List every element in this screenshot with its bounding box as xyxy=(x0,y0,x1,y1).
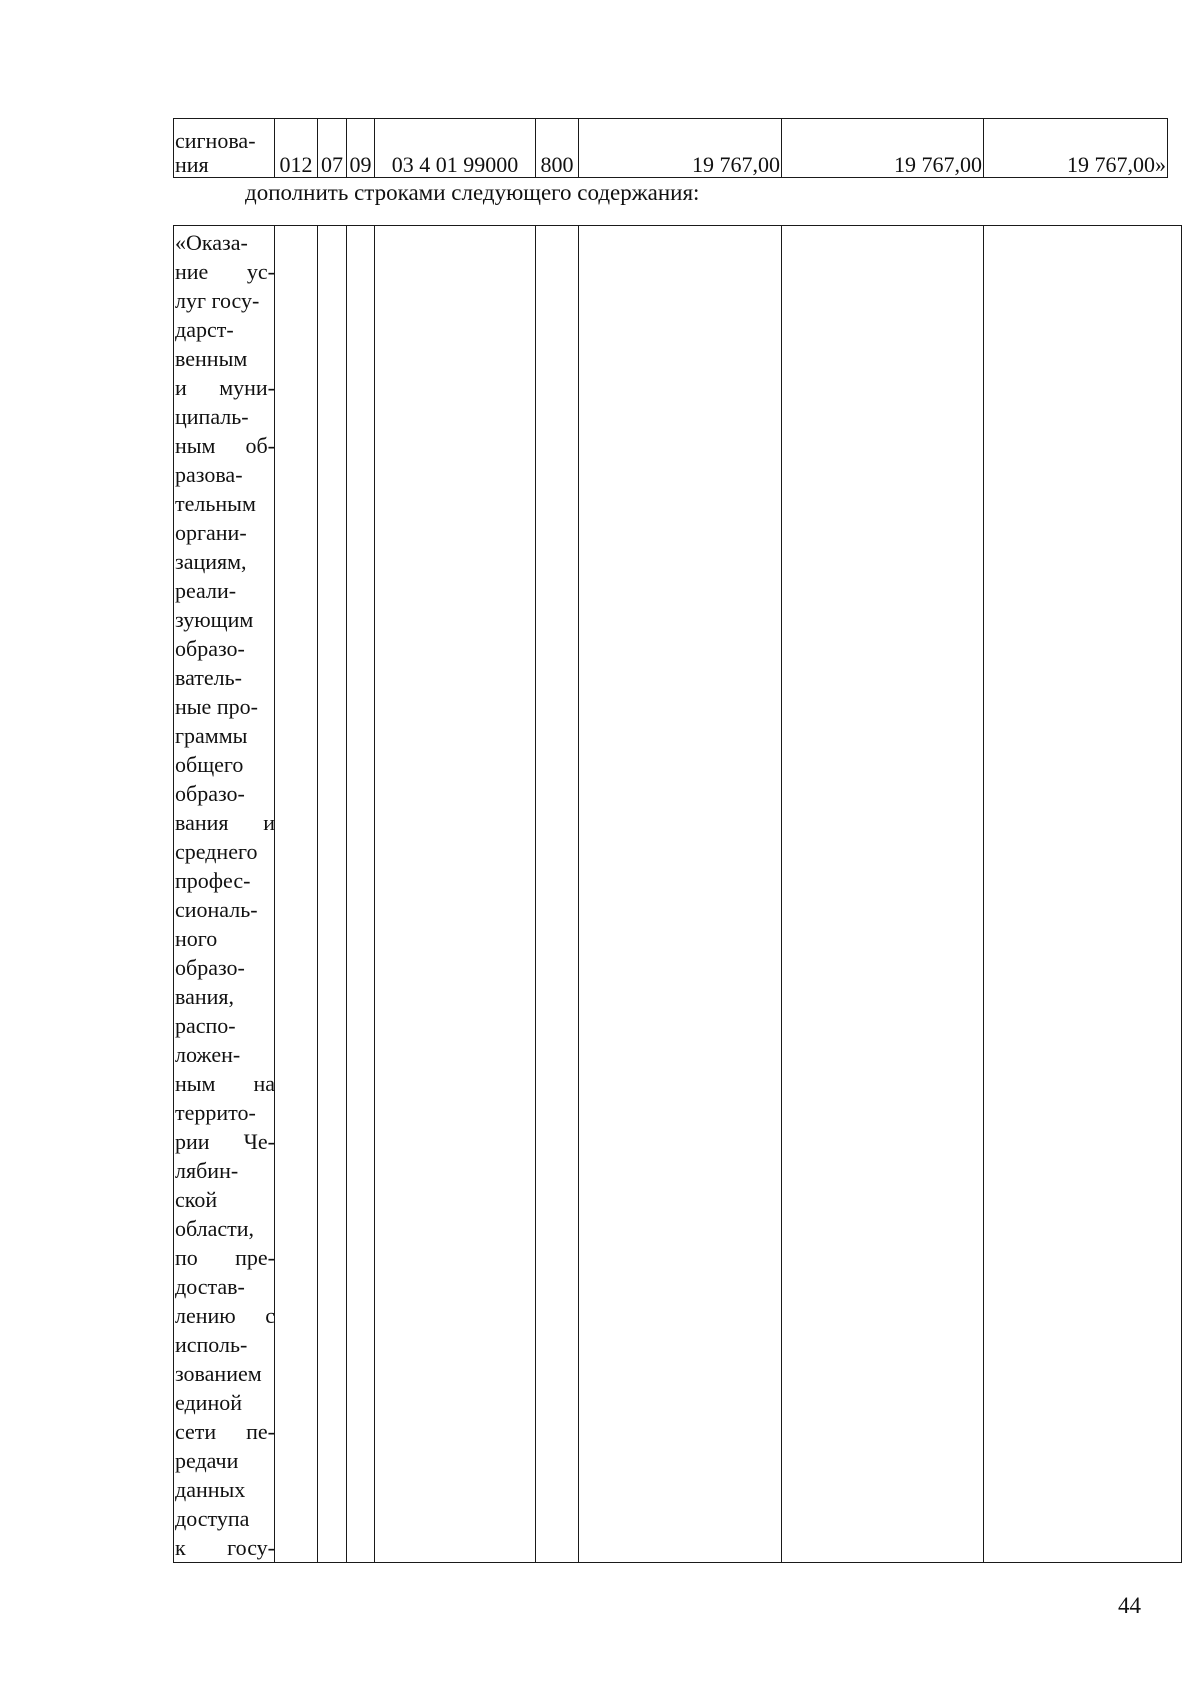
description-word: ного xyxy=(175,926,218,951)
description-word: пе- xyxy=(246,1419,275,1444)
empty-cell xyxy=(347,226,375,1563)
description-line xyxy=(175,576,275,605)
description-line xyxy=(175,518,275,547)
description-word: общего xyxy=(175,752,244,777)
description-line xyxy=(175,460,275,489)
description-word: пре- xyxy=(235,1245,275,1270)
empty-cell xyxy=(536,226,579,1563)
description-word: ципаль- xyxy=(175,404,249,429)
description-word: лению xyxy=(175,1303,236,1328)
description-line xyxy=(175,1446,275,1475)
description-line xyxy=(175,1533,275,1562)
description-line xyxy=(175,1272,275,1301)
description-word: ные про- xyxy=(175,694,258,719)
description-word: луг госу- xyxy=(175,288,260,313)
section-code: 07 xyxy=(318,119,347,178)
description-word: Че- xyxy=(243,1129,275,1154)
description-line xyxy=(175,373,275,402)
description-word: ным xyxy=(175,1071,216,1096)
description-line xyxy=(175,489,275,518)
description-line xyxy=(175,1214,275,1243)
description-word: ным xyxy=(175,433,216,458)
target-article-code: 03 4 01 99000 xyxy=(375,119,536,178)
description-line xyxy=(175,866,275,895)
row-description-line: ния xyxy=(175,153,209,177)
new-row-description xyxy=(174,226,275,1563)
description-word: «Оказа- xyxy=(175,230,248,255)
description-word: ложен- xyxy=(175,1042,241,1067)
description-line xyxy=(175,547,275,576)
description-word: террито- xyxy=(175,1100,256,1125)
description-word: зациям, xyxy=(175,549,247,574)
description-word: ской xyxy=(175,1187,218,1212)
description-line xyxy=(175,1388,275,1417)
description-line xyxy=(175,1011,275,1040)
row-description-line: сигнова- xyxy=(175,129,256,153)
budget-row xyxy=(174,119,1168,178)
description-line xyxy=(175,402,275,431)
description-line xyxy=(175,808,275,837)
description-line xyxy=(175,431,275,460)
description-word: дарст- xyxy=(175,317,234,342)
description-word: по xyxy=(175,1245,198,1270)
description-word: госу- xyxy=(227,1535,275,1560)
description-line xyxy=(175,228,275,257)
description-line xyxy=(175,837,275,866)
amount-1: 19 767,00 xyxy=(579,119,782,178)
description-word: органи- xyxy=(175,520,247,545)
budget-row-table xyxy=(173,118,1168,178)
description-word: образо- xyxy=(175,955,245,980)
description-word: реали- xyxy=(175,578,237,603)
description-word: лябин- xyxy=(175,1158,239,1183)
description-line xyxy=(175,1243,275,1272)
row-description xyxy=(174,119,275,178)
description-word: ватель- xyxy=(175,665,243,690)
description-word: образо- xyxy=(175,781,245,806)
description-word: редачи xyxy=(175,1448,239,1473)
description-line xyxy=(175,924,275,953)
description-word: граммы xyxy=(175,723,248,748)
empty-cell xyxy=(318,226,347,1563)
amount-3: 19 767,00» xyxy=(984,119,1168,178)
description-word: данных xyxy=(175,1477,246,1502)
description-line xyxy=(175,315,275,344)
description-word: ус- xyxy=(246,259,275,284)
description-word: муни- xyxy=(219,375,275,400)
description-word: сиональ- xyxy=(175,897,258,922)
description-word: исполь- xyxy=(175,1332,248,1357)
new-row xyxy=(174,226,1182,1563)
description-line xyxy=(175,982,275,1011)
description-line xyxy=(175,1040,275,1069)
description-line xyxy=(175,895,275,924)
description-word: образо- xyxy=(175,636,245,661)
empty-cell xyxy=(579,226,782,1563)
description-line xyxy=(175,1301,275,1330)
description-line xyxy=(175,721,275,750)
description-word: профес- xyxy=(175,868,251,893)
description-line xyxy=(175,779,275,808)
ministry-code: 012 xyxy=(275,119,318,178)
description-word: к xyxy=(175,1535,186,1560)
description-word: достав- xyxy=(175,1274,245,1299)
description-word: зующим xyxy=(175,607,254,632)
description-word: распо- xyxy=(175,1013,236,1038)
description-word: тельным xyxy=(175,491,256,516)
description-line xyxy=(175,953,275,982)
description-line xyxy=(175,605,275,634)
description-word: области, xyxy=(175,1216,255,1241)
description-word: зованием xyxy=(175,1361,262,1386)
page-number: 44 xyxy=(1118,1593,1141,1618)
description-line xyxy=(175,344,275,373)
description-word: доступа xyxy=(175,1506,250,1531)
description-line xyxy=(175,1359,275,1388)
description-word: единой xyxy=(175,1390,242,1415)
description-line xyxy=(175,1156,275,1185)
empty-cell xyxy=(782,226,984,1563)
description-line xyxy=(175,634,275,663)
empty-cell xyxy=(275,226,318,1563)
description-line xyxy=(175,1098,275,1127)
description-word: на xyxy=(253,1071,275,1096)
description-line xyxy=(175,663,275,692)
intro-text: дополнить строками следующего содержания: xyxy=(245,180,700,205)
description-word: венным xyxy=(175,346,248,371)
description-line xyxy=(175,1504,275,1533)
description-line xyxy=(175,286,275,315)
description-word: с xyxy=(265,1303,275,1328)
empty-cell xyxy=(984,226,1182,1563)
description-line xyxy=(175,1417,275,1446)
new-rows-table xyxy=(173,225,1182,1563)
description-word: вания, xyxy=(175,984,235,1009)
description-word: и xyxy=(175,375,187,400)
description-word: вания xyxy=(175,810,229,835)
description-word: об- xyxy=(245,433,275,458)
subsection-code: 09 xyxy=(347,119,375,178)
description-word: ние xyxy=(175,259,209,284)
description-line xyxy=(175,750,275,779)
description-word: разова- xyxy=(175,462,243,487)
description-word: рии xyxy=(175,1129,210,1154)
description-line xyxy=(175,1127,275,1156)
description-line xyxy=(175,692,275,721)
new-row-description-text xyxy=(174,226,275,1562)
description-word: сети xyxy=(175,1419,217,1444)
amount-2: 19 767,00 xyxy=(782,119,984,178)
description-line xyxy=(175,1069,275,1098)
description-word: и xyxy=(263,810,275,835)
empty-cell xyxy=(375,226,536,1563)
description-line xyxy=(175,1475,275,1504)
expense-type-code: 800 xyxy=(536,119,579,178)
description-word: среднего xyxy=(175,839,258,864)
description-line xyxy=(175,1330,275,1359)
description-line xyxy=(175,1185,275,1214)
description-line xyxy=(175,257,275,286)
